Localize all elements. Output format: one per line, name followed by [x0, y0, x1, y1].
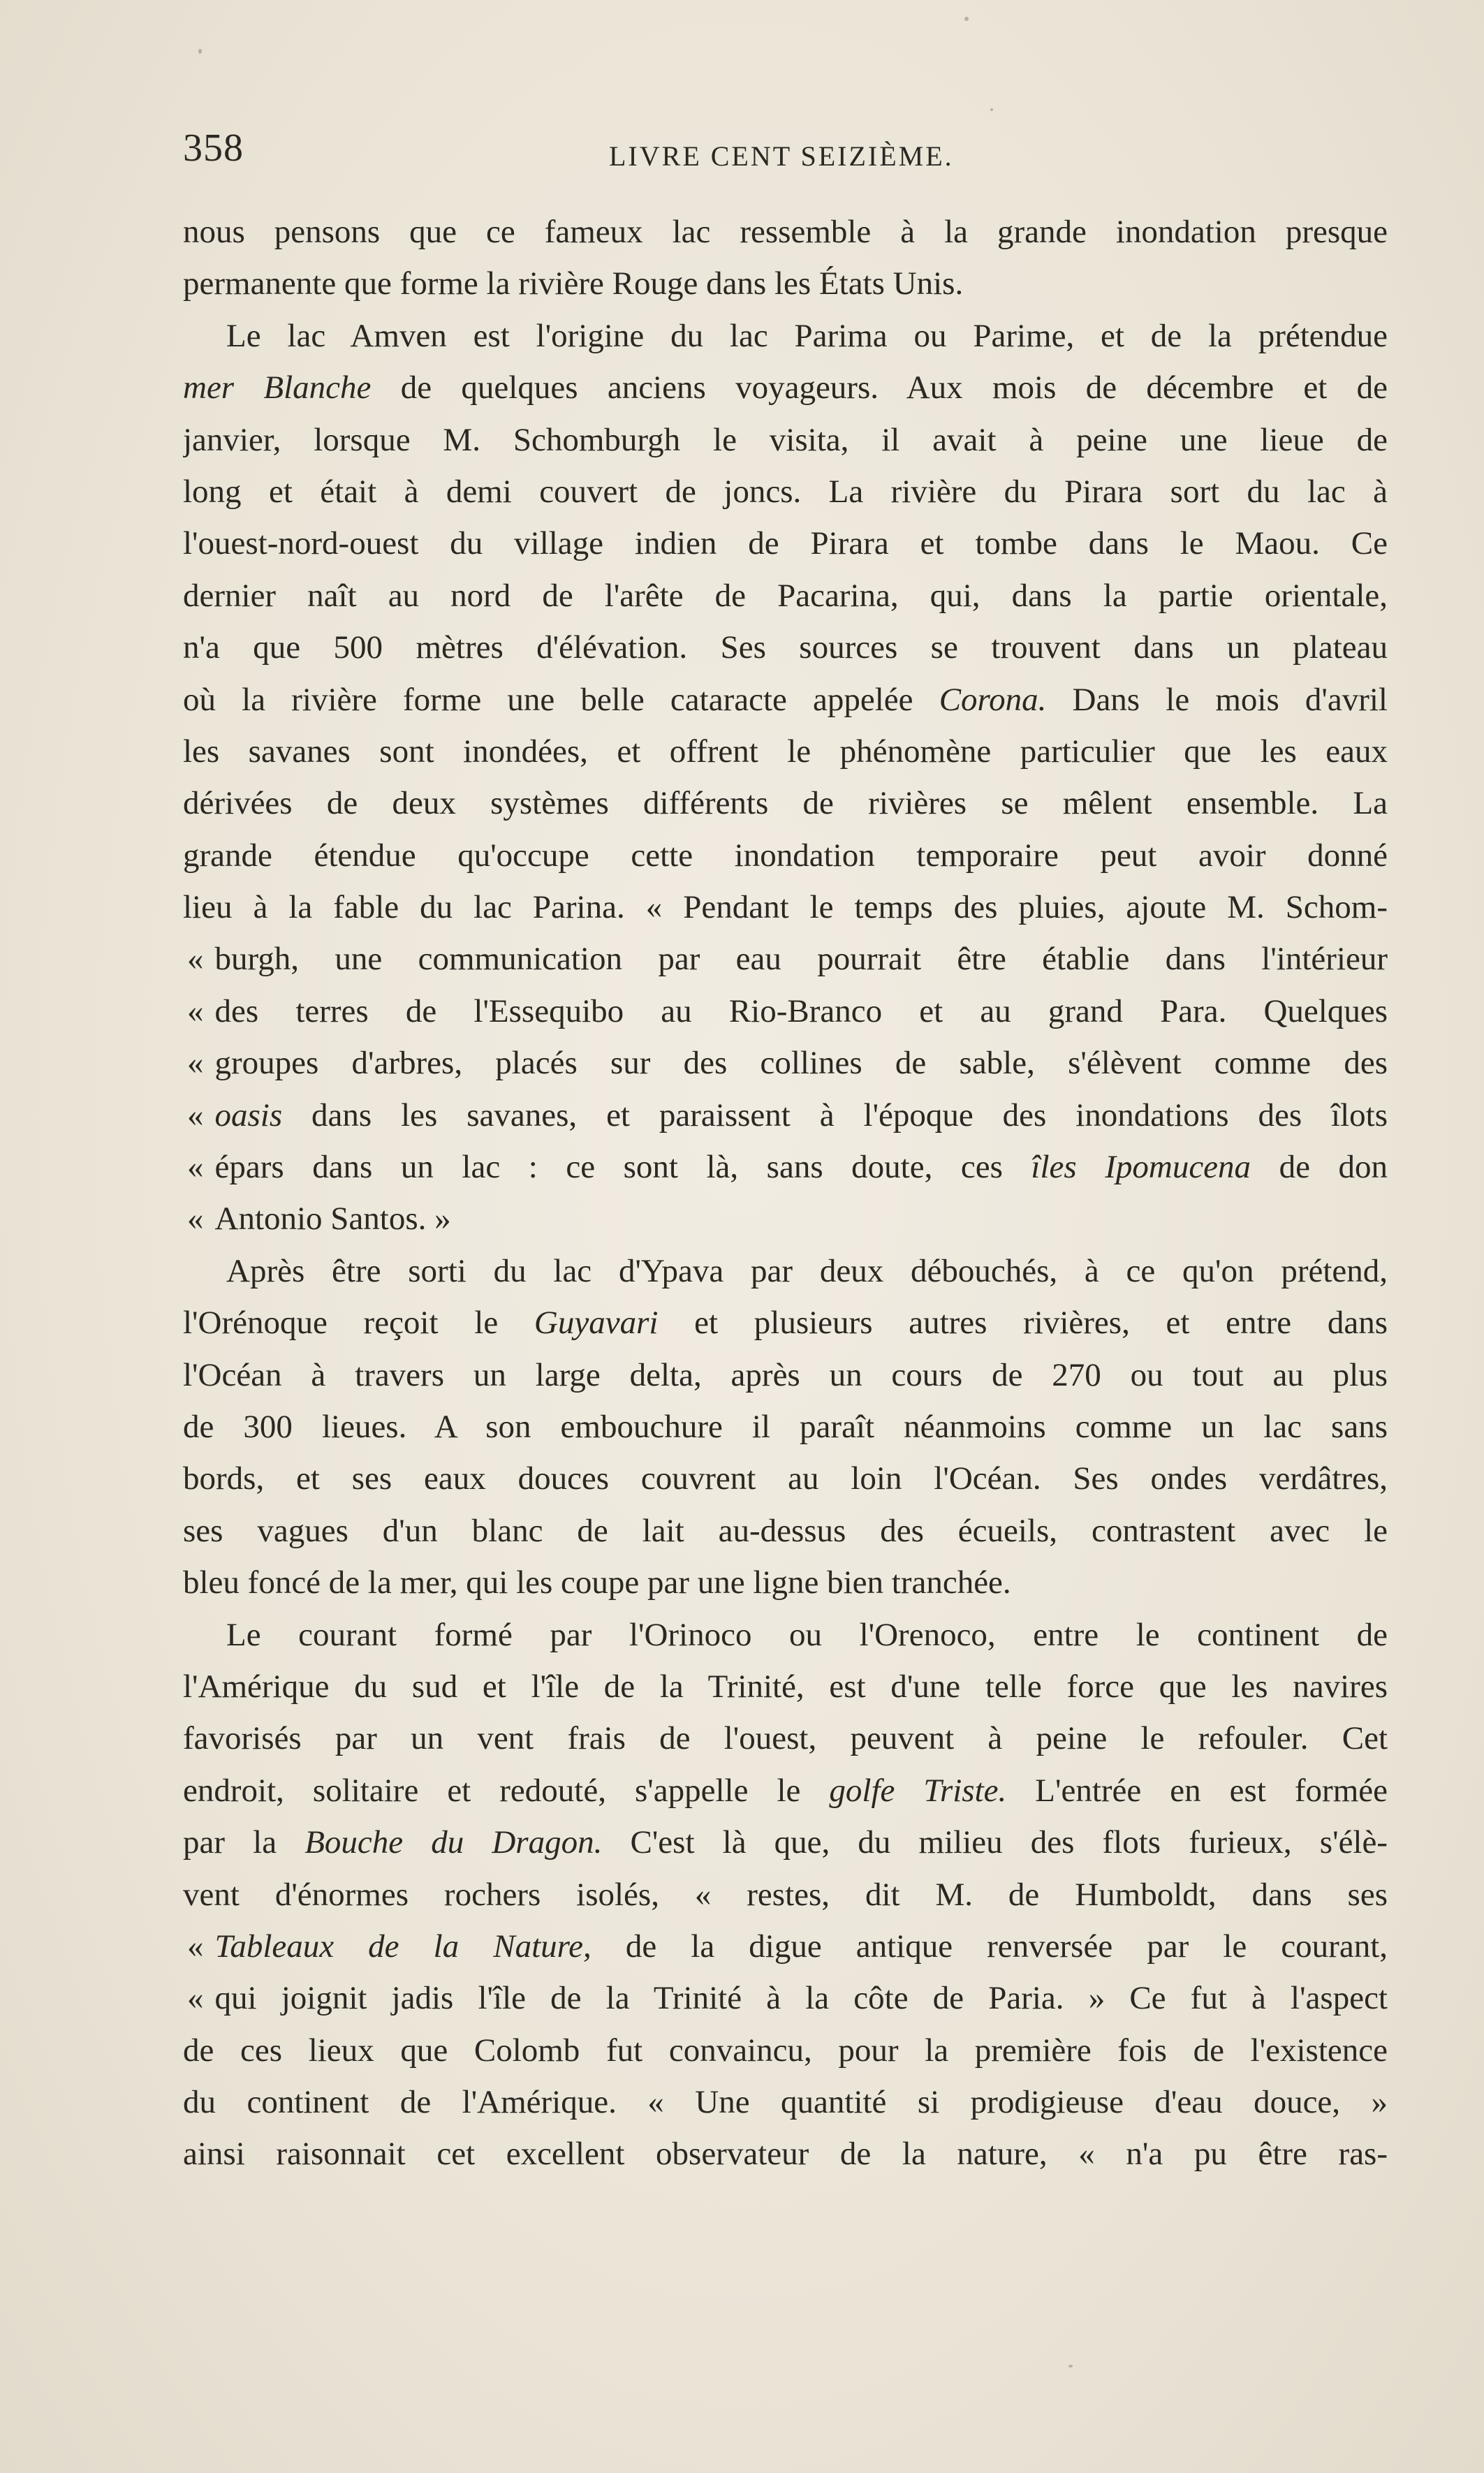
text-line: l'Océan à travers un large delta, après un cours de 270 ou tout au plus — [183, 1356, 1388, 1393]
text-line: vent d'énormes rochers isolés, « restes, dit M. de Humboldt, dans ses — [183, 1876, 1388, 1913]
quoted-line: « groupes d'arbres, placés sur des collines de sable, s'élèvent comme des — [187, 1045, 1388, 1082]
text-line: l'Amérique du sud et l'île de la Trinité, est d'une telle force que les navires — [183, 1668, 1388, 1705]
quote-mark: « — [187, 1201, 204, 1238]
quote-mark: « — [187, 941, 204, 978]
italic-term: Bouche du Dragon. — [304, 1824, 603, 1861]
page-number: 358 — [183, 126, 244, 170]
paragraph-start-line: Après être sorti du lac d'Ypava par deux débouchés, à ce qu'on prétend, — [226, 1252, 1388, 1289]
text-line: lieu à la fable du lac Parina. « Pendant le temps des pluies, ajoute M. Schom- — [183, 889, 1388, 926]
quote-mark: « — [187, 1149, 204, 1186]
text-line: ainsi raisonnait cet excellent observateur de la nature, « n'a pu être ras- — [183, 2136, 1388, 2173]
paragraph-start-line: Le courant formé par l'Orinoco ou l'Orenoco, entre le continent de — [226, 1616, 1388, 1653]
italic-term: golfe Triste. — [829, 1772, 1007, 1809]
italic-term: oasis — [214, 1096, 283, 1133]
text-line: n'a que 500 mètres d'élévation. Ses sources se trouvent dans un plateau — [183, 629, 1388, 666]
text-line: bleu foncé de la mer, qui les coupe par une ligne bien tranchée. — [183, 1564, 1011, 1601]
italic-term: Tableaux de la Nature, — [214, 1928, 592, 1965]
quoted-line: « des terres de l'Essequibo au Rio-Branco et au grand Para. Quelques — [187, 992, 1388, 1029]
paragraph-start-line: Le lac Amven est l'origine du lac Parima ou Parime, et de la prétendue — [226, 317, 1388, 354]
text-line: les savanes sont inondées, et offrent le phénomène particulier que les eaux — [183, 733, 1388, 770]
quote-mark: « — [187, 1928, 204, 1965]
quoted-line: « qui joignit jadis l'île de la Trinité à la côte de Paria. » Ce fut à l'aspect — [187, 1980, 1388, 2017]
quoted-line: « Antonio Santos. » — [187, 1201, 451, 1238]
running-title: LIVRE CENT SEIZIÈME. — [609, 140, 954, 172]
text-line: ses vagues d'un blanc de lait au-dessus des écueils, contrastent avec le — [183, 1512, 1388, 1549]
text-line: l'ouest-nord-ouest du village indien de Pirara et tombe dans le Maou. Ce — [183, 525, 1388, 562]
quoted-line: « burgh, une communication par eau pourrait être établie dans l'intérieur — [187, 941, 1388, 978]
italic-term: Guyavari — [534, 1305, 659, 1342]
text-line: dérivées de deux systèmes différents de rivières se mêlent ensemble. La — [183, 785, 1388, 822]
text-line: janvier, lorsque M. Schomburgh le visita, il avait à peine une lieue de — [183, 421, 1388, 458]
italic-term: mer Blanche — [183, 369, 372, 406]
running-header — [183, 119, 1386, 182]
text-line: nous pensons que ce fameux lac ressemble à la grande inondation presque — [183, 214, 1388, 250]
text-line: de 300 lieues. A son embouchure il paraît néanmoins comme un lac sans — [183, 1408, 1388, 1445]
paper-speck — [964, 17, 969, 21]
body-text — [183, 206, 1388, 2180]
quoted-line: « Tableaux de la Nature, de la digue antique renversée par le courant, — [187, 1928, 1388, 1965]
text-line: long et était à demi couvert de joncs. La rivière du Pirara sort du lac à — [183, 473, 1388, 510]
quote-mark: « — [187, 1980, 204, 2017]
quoted-line: « oasis dans les savanes, et paraissent à l'époque des inondations des îlots — [187, 1096, 1388, 1133]
text-line: dernier naît au nord de l'arête de Pacarina, qui, dans la partie orientale, — [183, 577, 1388, 614]
quote-mark: « — [187, 992, 204, 1029]
text-line: par la Bouche du Dragon. C'est là que, du milieu des flots furieux, s'élè- — [183, 1824, 1388, 1861]
italic-term: îles Ipomucena — [1031, 1149, 1251, 1186]
paper-speck — [1068, 2365, 1073, 2368]
quoted-line: « épars dans un lac : ce sont là, sans doute, ces îles Ipomucena de don — [187, 1149, 1388, 1186]
text-line: endroit, solitaire et redouté, s'appelle le golfe Triste. L'entrée en est formée — [183, 1772, 1388, 1809]
text-line: de ces lieux que Colomb fut convaincu, pour la première fois de l'existence — [183, 2032, 1388, 2069]
paper-speck — [198, 49, 202, 54]
text-line: mer Blanche de quelques anciens voyageurs. Aux mois de décembre et de — [183, 369, 1388, 406]
italic-term: Corona. — [939, 681, 1047, 718]
text-line: favorisés par un vent frais de l'ouest, peuvent à peine le refouler. Cet — [183, 1720, 1388, 1757]
text-line: du continent de l'Amérique. « Une quantité si prodigieuse d'eau douce, » — [183, 2084, 1388, 2121]
quote-mark: « — [187, 1096, 204, 1133]
paper-speck — [990, 108, 993, 111]
text-line: bords, et ses eaux douces couvrent au loin l'Océan. Ses ondes verdâtres, — [183, 1460, 1388, 1497]
text-line: permanente que forme la rivière Rouge dans les États Unis. — [183, 265, 964, 302]
text-line: grande étendue qu'occupe cette inondation temporaire peut avoir donné — [183, 837, 1388, 874]
text-line: où la rivière forme une belle cataracte appelée Corona. Dans le mois d'avril — [183, 681, 1388, 718]
text-line: l'Orénoque reçoit le Guyavari et plusieurs autres rivières, et entre dans — [183, 1305, 1388, 1342]
quote-mark: « — [187, 1045, 204, 1082]
